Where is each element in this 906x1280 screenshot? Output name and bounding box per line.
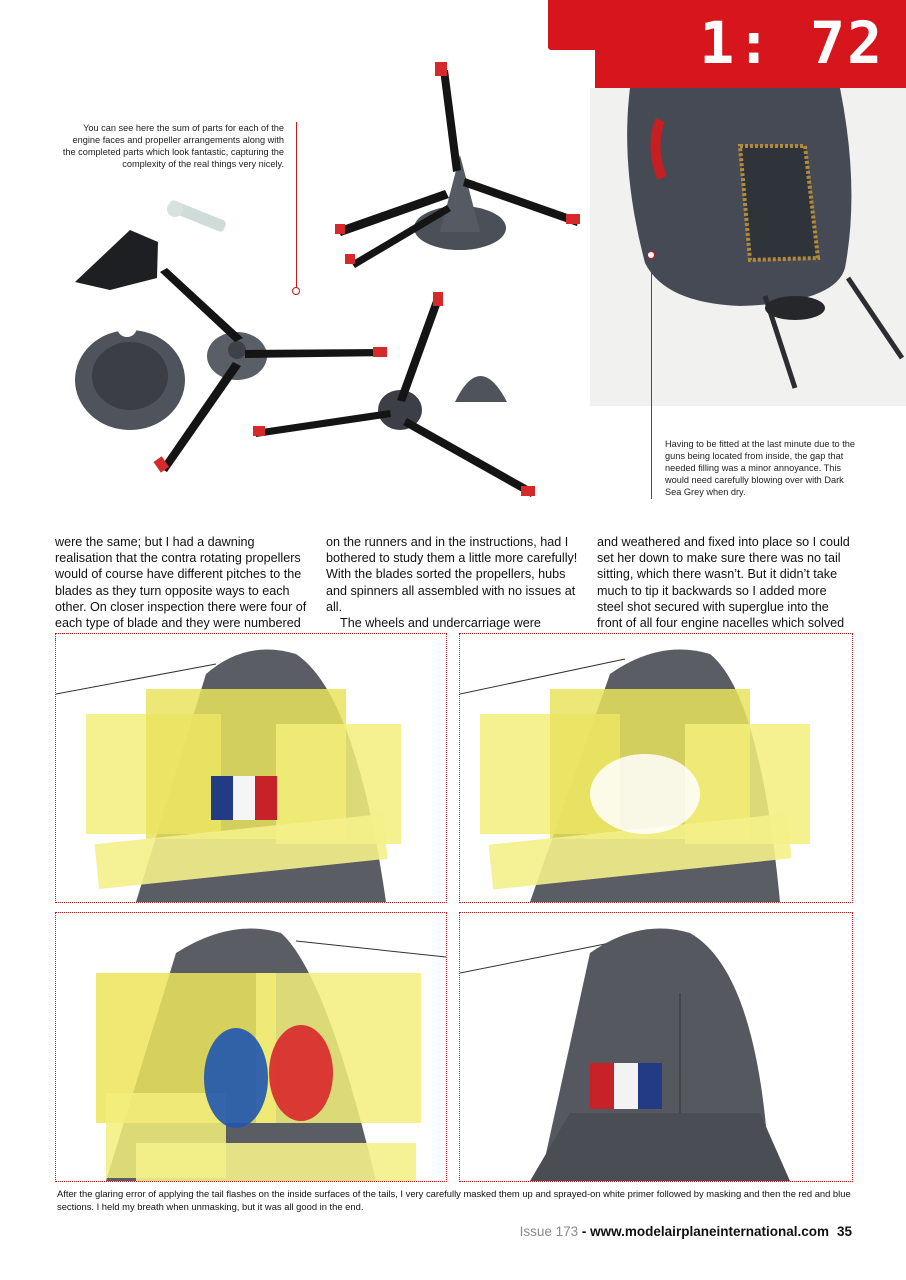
propeller-parts-photo — [55, 50, 595, 515]
website-link[interactable]: www.modelairplaneinternational.com — [590, 1224, 829, 1239]
body-column-2 — [326, 534, 582, 647]
tail-finished-flash-photo — [460, 913, 852, 1181]
nacelle-caption-leader — [651, 259, 652, 499]
scale-label: 1: 72 — [699, 9, 884, 77]
nacelle-caption: Having to be fitted at the last minute due to the guns being located from inside, the gap that needed filling was a minor annoyance. This would need carefully blowing over with Dark Sea Grey when dry. — [665, 439, 855, 497]
tail-photo-frame-3 — [55, 912, 447, 1182]
body-paragraph: and weathered and fixed into place so I could set her down to make sure there was no tail sitting, which there wasn’t. But it didn’t take much to tip it backwards so I added more steel shot secured with superglue into the front of all four engine nacelles which solved — [597, 535, 850, 631]
page-footer — [520, 1224, 852, 1239]
nacelle-caption-leader-dot — [647, 251, 655, 259]
issue-number: Issue 173 — [519, 1224, 579, 1239]
tail-sequence-caption: After the glaring error of applying the tail flashes on the inside surfaces of the tails, I very carefully masked them up and sprayed-on white primer followed by masking and then the red and blue sections. I held my breath when unmasking, but it was all good in the end. — [57, 1188, 851, 1212]
parts-caption: You can see here the sum of parts for each of the engine faces and propeller arrangements along with the completed parts which look fantastic, capturing the complexity of the real things very nicely. — [62, 123, 284, 169]
tail-photo-frame-2 — [459, 633, 853, 903]
body-paragraph: were the same; but I had a dawning realisation that the contra rotating propellers would of course have different pitches to the blades as they turn opposite ways to each other. On closer inspection there were four of each type of blade and they were numbered — [55, 535, 307, 631]
parts-caption-leader-dot — [292, 287, 300, 295]
footer-separator: - — [578, 1224, 591, 1239]
nacelle-photo — [590, 88, 906, 406]
body-column-3 — [597, 534, 853, 647]
tail-red-blue-sprayed-photo — [56, 913, 446, 1181]
body-column-1 — [55, 534, 311, 647]
body-paragraph: The wheels and undercarriage were — [340, 616, 541, 631]
body-paragraph: on the runners and in the instructions, had I bothered to study them a little more carefully! With the blades sorted the propellers, hubs and spinners all assembled with no issues at all. — [326, 535, 578, 614]
tail-masked-flash-photo — [56, 634, 446, 902]
tail-photo-frame-1 — [55, 633, 447, 903]
tail-photo-frame-4 — [459, 912, 853, 1182]
parts-caption-leader — [296, 122, 297, 288]
page-number: 35 — [836, 1224, 852, 1239]
tail-white-primer-photo — [460, 634, 852, 902]
